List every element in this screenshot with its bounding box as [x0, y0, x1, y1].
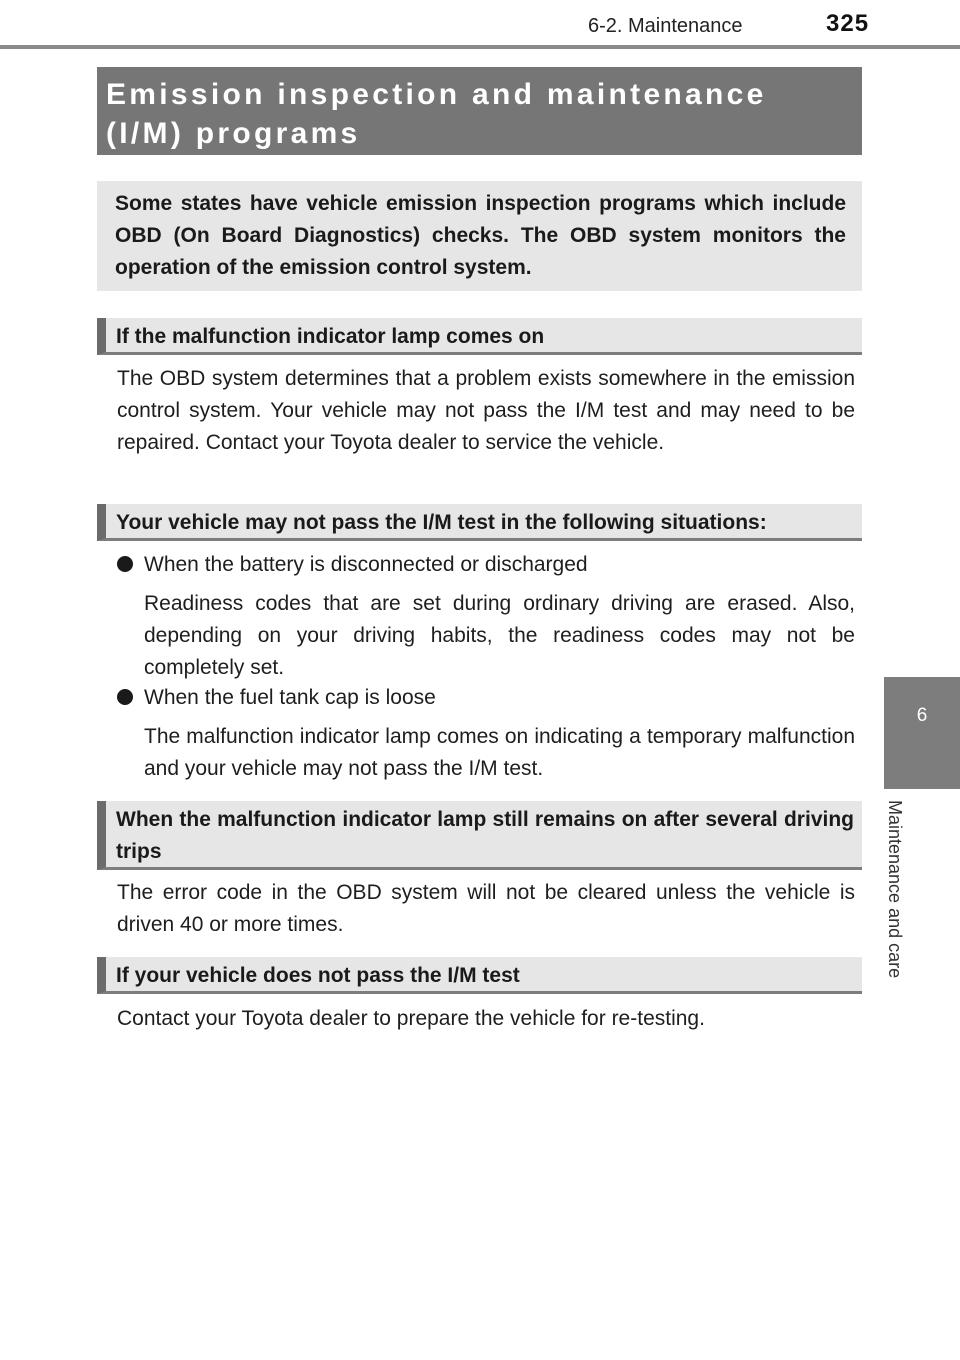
paragraph-malfunction-lamp: The OBD system determines that a problem exists somewhere in the emission control system. Your vehicle may not pass the I/M test and may need to be repaired. Contact your Toyota dealer to service the vehicle.: [117, 367, 855, 454]
chapter-tab: [884, 677, 960, 789]
bullet-detail: Readiness codes that are set during ordinary driving are erased. Also, depending on your driving habits, the readiness codes may not be completely set.: [144, 592, 855, 679]
subhead-not-pass-test: If your vehicle does not pass the I/M test: [97, 957, 862, 994]
bullet-title: When the battery is disconnected or discharged: [144, 553, 588, 576]
intro-box: Some states have vehicle emission inspection programs which include OBD (On Board Diagnostics) checks. The OBD system monitors the operation of the emission control system.: [97, 181, 862, 291]
header-rule: [0, 45, 960, 49]
page-title: Emission inspection and maintenance (I/M) programs: [97, 67, 862, 155]
bullet-detail: The malfunction indicator lamp comes on indicating a temporary malfunction and your vehicle may not pass the I/M test.: [144, 725, 855, 780]
page-number: 325: [826, 10, 870, 37]
paragraph-not-pass-test: Contact your Toyota dealer to prepare the vehicle for re-testing.: [117, 1007, 705, 1030]
subhead-malfunction-lamp: If the malfunction indicator lamp comes on: [97, 318, 862, 355]
bullet-icon: [117, 556, 133, 572]
page-header: [0, 0, 960, 50]
subhead-im-test-situations: Your vehicle may not pass the I/M test in the following situations:: [97, 504, 862, 541]
bullet-title: When the fuel tank cap is loose: [144, 686, 436, 709]
paragraph-lamp-remains-on: The error code in the OBD system will not be cleared unless the vehicle is driven 40 or more times.: [117, 881, 855, 936]
subhead-lamp-remains-on: When the malfunction indicator lamp still remains on after several driving trips: [97, 801, 862, 870]
bullet-icon: [117, 689, 133, 705]
chapter-number: 6: [916, 705, 928, 726]
chapter-label-text: Maintenance and care: [885, 800, 905, 979]
section-label: 6-2. Maintenance: [588, 15, 743, 37]
